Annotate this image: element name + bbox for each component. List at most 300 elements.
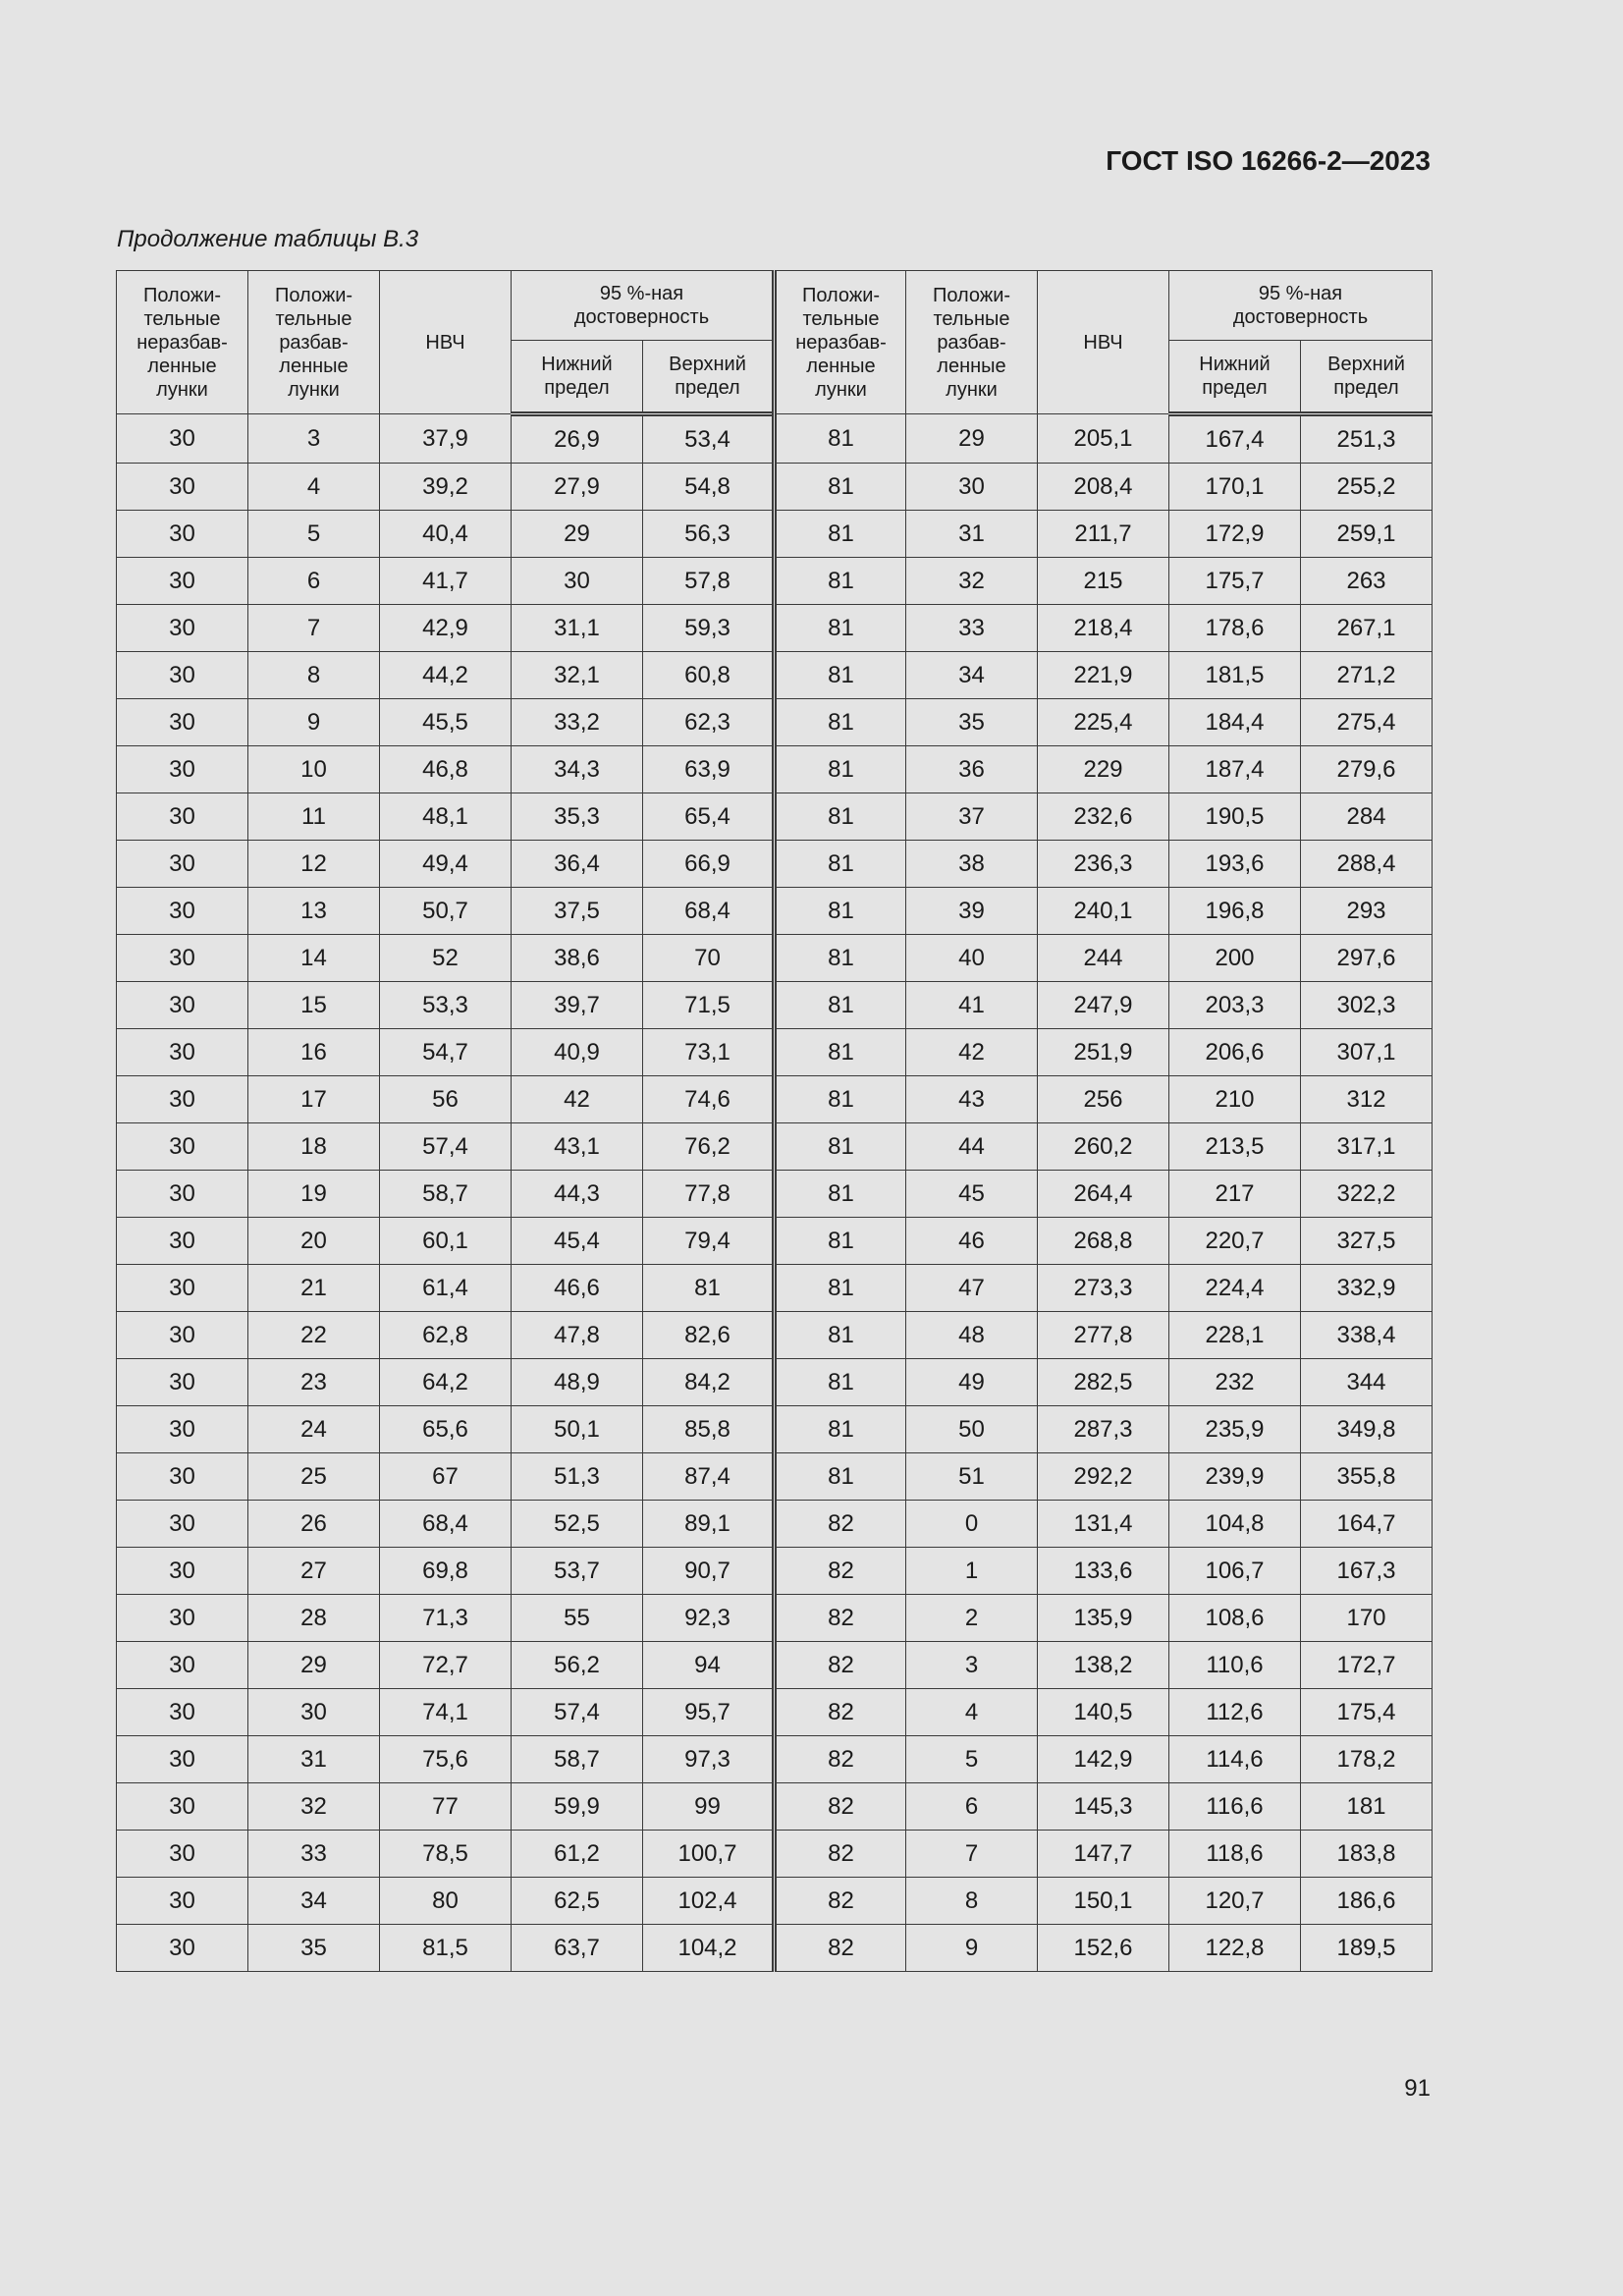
table-cell: 205,1 <box>1038 414 1169 464</box>
table-cell: 81 <box>775 1312 906 1359</box>
table-body <box>117 414 1433 1972</box>
table-cell: 40,4 <box>380 511 512 558</box>
table-cell: 46,6 <box>512 1265 643 1312</box>
table-cell: 30 <box>117 605 248 652</box>
header-upper-limit: Верхний предел <box>643 341 775 414</box>
table-cell: 57,8 <box>643 558 775 605</box>
table-cell: 232,6 <box>1038 793 1169 841</box>
table-cell: 104,2 <box>643 1925 775 1972</box>
table-cell: 81 <box>775 605 906 652</box>
table-cell: 68,4 <box>643 888 775 935</box>
table-cell: 81 <box>775 1265 906 1312</box>
table-cell: 30 <box>117 793 248 841</box>
table-cell: 30 <box>117 1359 248 1406</box>
table-cell: 256 <box>1038 1076 1169 1123</box>
table-cell: 89,1 <box>643 1501 775 1548</box>
table-cell: 30 <box>117 982 248 1029</box>
table-cell: 260,2 <box>1038 1123 1169 1171</box>
table-cell: 61,4 <box>380 1265 512 1312</box>
table-cell: 30 <box>117 1783 248 1831</box>
table-cell: 293 <box>1301 888 1433 935</box>
table-cell: 200 <box>1169 935 1301 982</box>
table-cell: 312 <box>1301 1076 1433 1123</box>
table-row <box>117 414 1433 464</box>
table-cell: 112,6 <box>1169 1689 1301 1736</box>
table-cell: 65,4 <box>643 793 775 841</box>
table-cell: 46,8 <box>380 746 512 793</box>
table-cell: 225,4 <box>1038 699 1169 746</box>
table-row <box>117 605 1433 652</box>
table-cell: 9 <box>248 699 380 746</box>
table-cell: 138,2 <box>1038 1642 1169 1689</box>
table-cell: 33,2 <box>512 699 643 746</box>
table-cell: 84,2 <box>643 1359 775 1406</box>
table-row <box>117 1736 1433 1783</box>
table-cell: 81 <box>775 1029 906 1076</box>
table-row <box>117 1359 1433 1406</box>
table-cell: 81 <box>775 652 906 699</box>
header-mpn: НВЧ <box>1038 271 1169 414</box>
table-cell: 82,6 <box>643 1312 775 1359</box>
table-cell: 114,6 <box>1169 1736 1301 1783</box>
table-cell: 181,5 <box>1169 652 1301 699</box>
table-cell: 30 <box>117 888 248 935</box>
table-row <box>117 1595 1433 1642</box>
table-cell: 71,5 <box>643 982 775 1029</box>
table-cell: 2 <box>906 1595 1038 1642</box>
table-cell: 42 <box>512 1076 643 1123</box>
table-cell: 3 <box>248 414 380 464</box>
table-cell: 33 <box>906 605 1038 652</box>
table-cell: 36 <box>906 746 1038 793</box>
header-lower-limit: Нижний предел <box>1169 341 1301 414</box>
table-cell: 267,1 <box>1301 605 1433 652</box>
table-cell: 215 <box>1038 558 1169 605</box>
table-cell: 30 <box>117 1453 248 1501</box>
header-lower-limit: Нижний предел <box>512 341 643 414</box>
table-cell: 53,4 <box>643 414 775 464</box>
table-cell: 71,3 <box>380 1595 512 1642</box>
table-cell: 57,4 <box>512 1689 643 1736</box>
table-cell: 37 <box>906 793 1038 841</box>
table-cell: 13 <box>248 888 380 935</box>
table-cell: 27 <box>248 1548 380 1595</box>
table-cell: 35 <box>248 1925 380 1972</box>
table-row <box>117 1783 1433 1831</box>
table-cell: 81 <box>775 1359 906 1406</box>
table-cell: 279,6 <box>1301 746 1433 793</box>
table-cell: 206,6 <box>1169 1029 1301 1076</box>
table-cell: 77 <box>380 1783 512 1831</box>
table-cell: 81 <box>775 1076 906 1123</box>
table-row <box>117 1501 1433 1548</box>
table-cell: 68,4 <box>380 1501 512 1548</box>
table-cell: 37,9 <box>380 414 512 464</box>
table-cell: 81 <box>775 414 906 464</box>
table-cell: 30 <box>117 1029 248 1076</box>
table-cell: 268,8 <box>1038 1218 1169 1265</box>
table-cell: 15 <box>248 982 380 1029</box>
table-cell: 30 <box>117 558 248 605</box>
table-cell: 40,9 <box>512 1029 643 1076</box>
table-cell: 344 <box>1301 1359 1433 1406</box>
table-cell: 164,7 <box>1301 1501 1433 1548</box>
table-cell: 81 <box>775 1406 906 1453</box>
table-cell: 251,9 <box>1038 1029 1169 1076</box>
table-cell: 170,1 <box>1169 464 1301 511</box>
table-cell: 81 <box>775 699 906 746</box>
table-cell: 45 <box>906 1171 1038 1218</box>
table-cell: 40 <box>906 935 1038 982</box>
table-cell: 30 <box>512 558 643 605</box>
table-cell: 5 <box>906 1736 1038 1783</box>
table-cell: 54,7 <box>380 1029 512 1076</box>
table-cell: 284 <box>1301 793 1433 841</box>
table-cell: 108,6 <box>1169 1595 1301 1642</box>
table-cell: 64,2 <box>380 1359 512 1406</box>
table-cell: 45,5 <box>380 699 512 746</box>
table-cell: 56 <box>380 1076 512 1123</box>
table-cell: 100,7 <box>643 1831 775 1878</box>
table-cell: 247,9 <box>1038 982 1169 1029</box>
table-cell: 27,9 <box>512 464 643 511</box>
table-row <box>117 1453 1433 1501</box>
table-cell: 30 <box>117 1689 248 1736</box>
table-cell: 41,7 <box>380 558 512 605</box>
table-cell: 145,3 <box>1038 1783 1169 1831</box>
table-cell: 81 <box>775 511 906 558</box>
header-positive-undiluted: Положи- тельные неразбав- ленные лунки <box>117 271 248 414</box>
table-row <box>117 935 1433 982</box>
table-cell: 44,3 <box>512 1171 643 1218</box>
table-cell: 287,3 <box>1038 1406 1169 1453</box>
table-row <box>117 841 1433 888</box>
table-cell: 3 <box>906 1642 1038 1689</box>
table-cell: 175,7 <box>1169 558 1301 605</box>
table-cell: 81 <box>775 746 906 793</box>
data-table <box>116 270 1433 1972</box>
table-cell: 106,7 <box>1169 1548 1301 1595</box>
table-cell: 133,6 <box>1038 1548 1169 1595</box>
table-row <box>117 652 1433 699</box>
table-cell: 218,4 <box>1038 605 1169 652</box>
table-cell: 46 <box>906 1218 1038 1265</box>
table-cell: 6 <box>248 558 380 605</box>
table-cell: 78,5 <box>380 1831 512 1878</box>
table-header <box>117 271 1433 414</box>
table-caption: Продолжение таблицы В.3 <box>117 226 419 252</box>
table-cell: 81,5 <box>380 1925 512 1972</box>
table-cell: 167,3 <box>1301 1548 1433 1595</box>
table-cell: 110,6 <box>1169 1642 1301 1689</box>
table-cell: 228,1 <box>1169 1312 1301 1359</box>
table-cell: 6 <box>906 1783 1038 1831</box>
table-row <box>117 1265 1433 1312</box>
table-cell: 116,6 <box>1169 1783 1301 1831</box>
table-cell: 0 <box>906 1501 1038 1548</box>
table-cell: 82 <box>775 1878 906 1925</box>
table-cell: 48,9 <box>512 1359 643 1406</box>
table-cell: 118,6 <box>1169 1831 1301 1878</box>
table-cell: 59,9 <box>512 1783 643 1831</box>
table-cell: 307,1 <box>1301 1029 1433 1076</box>
table-cell: 69,8 <box>380 1548 512 1595</box>
table-cell: 26,9 <box>512 414 643 464</box>
table-cell: 81 <box>775 1218 906 1265</box>
table-cell: 57,4 <box>380 1123 512 1171</box>
table-cell: 244 <box>1038 935 1169 982</box>
table-cell: 73,1 <box>643 1029 775 1076</box>
table-cell: 183,8 <box>1301 1831 1433 1878</box>
table-cell: 30 <box>117 1925 248 1972</box>
table-cell: 50,7 <box>380 888 512 935</box>
table-cell: 36,4 <box>512 841 643 888</box>
table-cell: 102,4 <box>643 1878 775 1925</box>
table-cell: 44 <box>906 1123 1038 1171</box>
table-cell: 62,3 <box>643 699 775 746</box>
table-row <box>117 1029 1433 1076</box>
table-cell: 61,2 <box>512 1831 643 1878</box>
table-cell: 82 <box>775 1831 906 1878</box>
table-cell: 355,8 <box>1301 1453 1433 1501</box>
table-cell: 30 <box>117 1642 248 1689</box>
table-cell: 94 <box>643 1642 775 1689</box>
table-cell: 255,2 <box>1301 464 1433 511</box>
table-cell: 31,1 <box>512 605 643 652</box>
table-row <box>117 793 1433 841</box>
table-cell: 30 <box>117 414 248 464</box>
table-cell: 48,1 <box>380 793 512 841</box>
table-cell: 240,1 <box>1038 888 1169 935</box>
header-positive-diluted: Положи- тельные разбав- ленные лунки <box>906 271 1038 414</box>
table-cell: 34,3 <box>512 746 643 793</box>
table-cell: 21 <box>248 1265 380 1312</box>
table-cell: 35 <box>906 699 1038 746</box>
table-cell: 19 <box>248 1171 380 1218</box>
table-cell: 140,5 <box>1038 1689 1169 1736</box>
table-row <box>117 1642 1433 1689</box>
table-cell: 32 <box>906 558 1038 605</box>
table-cell: 30 <box>117 1548 248 1595</box>
table-cell: 302,3 <box>1301 982 1433 1029</box>
table-cell: 193,6 <box>1169 841 1301 888</box>
table-cell: 224,4 <box>1169 1265 1301 1312</box>
table-cell: 23 <box>248 1359 380 1406</box>
table-cell: 70 <box>643 935 775 982</box>
table-cell: 50 <box>906 1406 1038 1453</box>
table-cell: 135,9 <box>1038 1595 1169 1642</box>
table-cell: 271,2 <box>1301 652 1433 699</box>
table-cell: 82 <box>775 1783 906 1831</box>
header-confidence: 95 %-ная достоверность <box>1169 271 1433 341</box>
table-cell: 236,3 <box>1038 841 1169 888</box>
table-row <box>117 1548 1433 1595</box>
table-cell: 38,6 <box>512 935 643 982</box>
table-cell: 213,5 <box>1169 1123 1301 1171</box>
table-cell: 203,3 <box>1169 982 1301 1029</box>
header-confidence: 95 %-ная достоверность <box>512 271 775 341</box>
table-cell: 221,9 <box>1038 652 1169 699</box>
table-cell: 167,4 <box>1169 414 1301 464</box>
header-mpn: НВЧ <box>380 271 512 414</box>
table-cell: 327,5 <box>1301 1218 1433 1265</box>
table-cell: 51,3 <box>512 1453 643 1501</box>
table-cell: 29 <box>248 1642 380 1689</box>
table-cell: 178,6 <box>1169 605 1301 652</box>
table-cell: 5 <box>248 511 380 558</box>
table-cell: 150,1 <box>1038 1878 1169 1925</box>
table-cell: 29 <box>906 414 1038 464</box>
table-cell: 32 <box>248 1783 380 1831</box>
table-cell: 81 <box>775 1453 906 1501</box>
table-cell: 12 <box>248 841 380 888</box>
table-cell: 175,4 <box>1301 1689 1433 1736</box>
table-cell: 97,3 <box>643 1736 775 1783</box>
table-cell: 275,4 <box>1301 699 1433 746</box>
table-cell: 170 <box>1301 1595 1433 1642</box>
table-cell: 67 <box>380 1453 512 1501</box>
table-cell: 11 <box>248 793 380 841</box>
table-cell: 35,3 <box>512 793 643 841</box>
table-row <box>117 1831 1433 1878</box>
table-cell: 10 <box>248 746 380 793</box>
table-row <box>117 1406 1433 1453</box>
table-cell: 52 <box>380 935 512 982</box>
table-row <box>117 888 1433 935</box>
table-cell: 53,3 <box>380 982 512 1029</box>
table-cell: 1 <box>906 1548 1038 1595</box>
table-cell: 87,4 <box>643 1453 775 1501</box>
table-cell: 51 <box>906 1453 1038 1501</box>
table-cell: 120,7 <box>1169 1878 1301 1925</box>
table-cell: 95,7 <box>643 1689 775 1736</box>
table-row <box>117 1123 1433 1171</box>
table-row <box>117 1689 1433 1736</box>
table-cell: 30 <box>117 1076 248 1123</box>
table-cell: 30 <box>117 511 248 558</box>
table-cell: 7 <box>248 605 380 652</box>
table-cell: 259,1 <box>1301 511 1433 558</box>
table-row <box>117 982 1433 1029</box>
table-cell: 152,6 <box>1038 1925 1169 1972</box>
table-row <box>117 558 1433 605</box>
table-cell: 30 <box>117 1595 248 1642</box>
table-cell: 37,5 <box>512 888 643 935</box>
table-cell: 30 <box>248 1689 380 1736</box>
table-cell: 196,8 <box>1169 888 1301 935</box>
table-cell: 142,9 <box>1038 1736 1169 1783</box>
table-cell: 20 <box>248 1218 380 1265</box>
table-cell: 4 <box>906 1689 1038 1736</box>
table-cell: 82 <box>775 1925 906 1972</box>
table-cell: 273,3 <box>1038 1265 1169 1312</box>
table-cell: 104,8 <box>1169 1501 1301 1548</box>
table-cell: 50,1 <box>512 1406 643 1453</box>
table-cell: 349,8 <box>1301 1406 1433 1453</box>
table-cell: 172,7 <box>1301 1642 1433 1689</box>
table-cell: 66,9 <box>643 841 775 888</box>
table-cell: 81 <box>643 1265 775 1312</box>
table-cell: 76,2 <box>643 1123 775 1171</box>
table-cell: 4 <box>248 464 380 511</box>
table-cell: 82 <box>775 1548 906 1595</box>
table-cell: 282,5 <box>1038 1359 1169 1406</box>
table-cell: 9 <box>906 1925 1038 1972</box>
table-cell: 30 <box>117 746 248 793</box>
table-cell: 317,1 <box>1301 1123 1433 1171</box>
table-cell: 81 <box>775 464 906 511</box>
table-cell: 264,4 <box>1038 1171 1169 1218</box>
table-cell: 30 <box>117 699 248 746</box>
table-cell: 75,6 <box>380 1736 512 1783</box>
table-cell: 81 <box>775 982 906 1029</box>
table-cell: 43 <box>906 1076 1038 1123</box>
table-row <box>117 1076 1433 1123</box>
table-cell: 30 <box>117 1878 248 1925</box>
table-cell: 56,3 <box>643 511 775 558</box>
table-cell: 28 <box>248 1595 380 1642</box>
table-cell: 232 <box>1169 1359 1301 1406</box>
header-positive-diluted: Положи- тельные разбав- ленные лунки <box>248 271 380 414</box>
table-cell: 14 <box>248 935 380 982</box>
table-cell: 99 <box>643 1783 775 1831</box>
document-code: ГОСТ ISO 16266-2—2023 <box>1106 145 1431 176</box>
table-cell: 72,7 <box>380 1642 512 1689</box>
table-cell: 62,8 <box>380 1312 512 1359</box>
table-cell: 288,4 <box>1301 841 1433 888</box>
table-cell: 220,7 <box>1169 1218 1301 1265</box>
table-cell: 239,9 <box>1169 1453 1301 1501</box>
table-cell: 122,8 <box>1169 1925 1301 1972</box>
table-cell: 81 <box>775 1123 906 1171</box>
table-cell: 18 <box>248 1123 380 1171</box>
table-cell: 30 <box>117 935 248 982</box>
table-cell: 60,8 <box>643 652 775 699</box>
table-cell: 44,2 <box>380 652 512 699</box>
table-cell: 42 <box>906 1029 1038 1076</box>
table-row <box>117 464 1433 511</box>
table-cell: 39,2 <box>380 464 512 511</box>
table-cell: 229 <box>1038 746 1169 793</box>
table-cell: 338,4 <box>1301 1312 1433 1359</box>
table-cell: 210 <box>1169 1076 1301 1123</box>
table-cell: 82 <box>775 1642 906 1689</box>
table-cell: 22 <box>248 1312 380 1359</box>
table-cell: 54,8 <box>643 464 775 511</box>
table-cell: 187,4 <box>1169 746 1301 793</box>
table-cell: 53,7 <box>512 1548 643 1595</box>
table-cell: 208,4 <box>1038 464 1169 511</box>
table-cell: 29 <box>512 511 643 558</box>
table-cell: 90,7 <box>643 1548 775 1595</box>
table-cell: 55 <box>512 1595 643 1642</box>
table-cell: 31 <box>906 511 1038 558</box>
table-row <box>117 1925 1433 1972</box>
table-cell: 85,8 <box>643 1406 775 1453</box>
table-cell: 131,4 <box>1038 1501 1169 1548</box>
table-row <box>117 746 1433 793</box>
table-cell: 8 <box>906 1878 1038 1925</box>
table-cell: 30 <box>117 1171 248 1218</box>
table-cell: 217 <box>1169 1171 1301 1218</box>
table-cell: 178,2 <box>1301 1736 1433 1783</box>
table-row <box>117 699 1433 746</box>
table-cell: 30 <box>906 464 1038 511</box>
table-cell: 25 <box>248 1453 380 1501</box>
table-cell: 81 <box>775 888 906 935</box>
table-cell: 30 <box>117 1736 248 1783</box>
table-cell: 63,9 <box>643 746 775 793</box>
